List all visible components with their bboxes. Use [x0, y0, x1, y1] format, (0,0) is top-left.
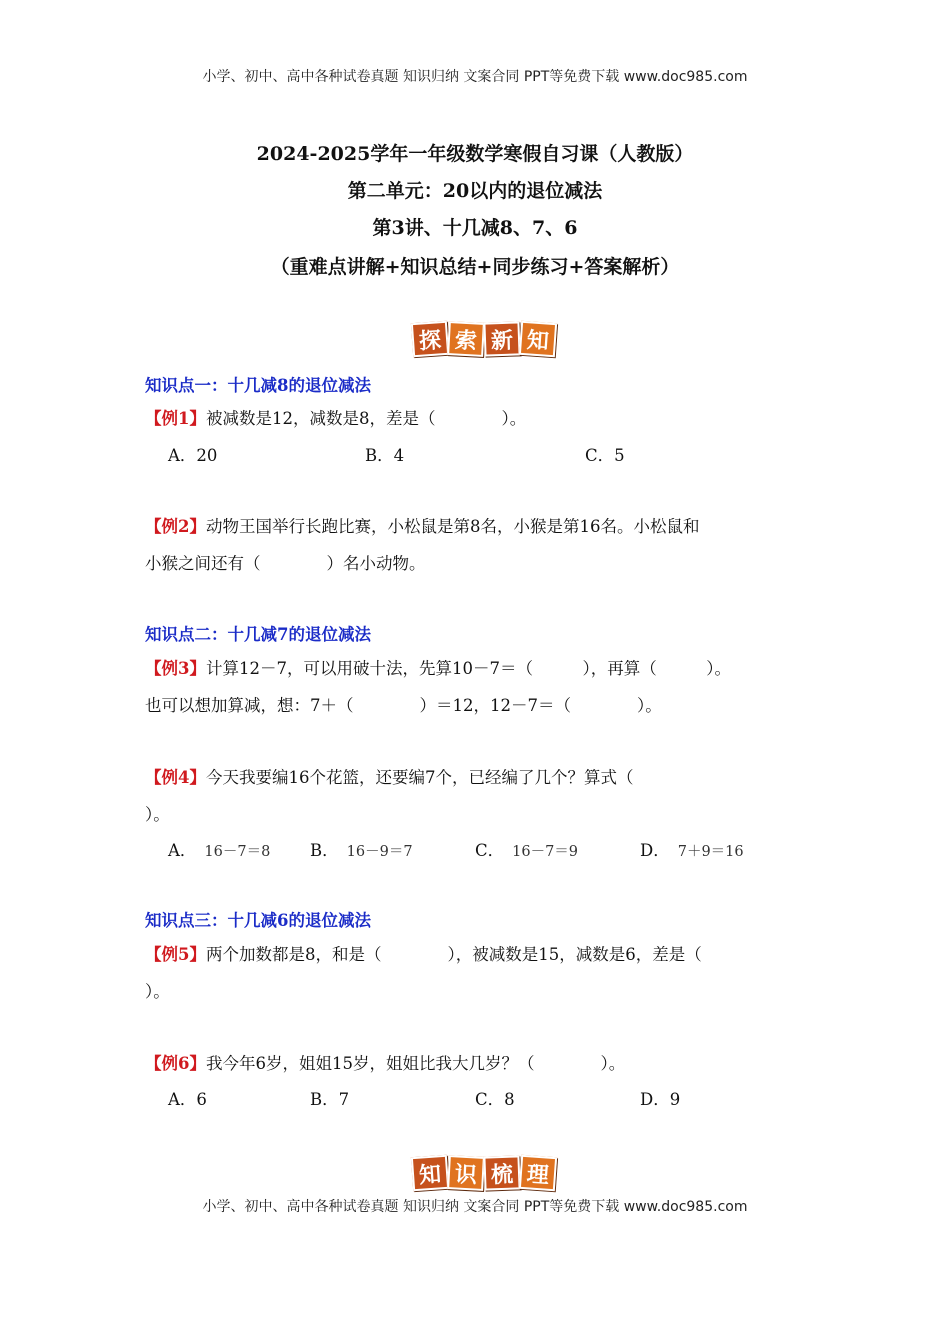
- badge-char: 新: [483, 321, 520, 356]
- knowledge-point-1-title: 知识点一：十几减8的退位减法: [145, 376, 371, 395]
- example-text: 被减数是12，减数是8，差是（ ）。: [205, 409, 527, 428]
- option-d: [640, 837, 744, 861]
- example-6: [145, 1050, 625, 1074]
- option-expression: 7＋9＝16: [677, 844, 744, 860]
- example-tag: 【例3】: [145, 659, 206, 678]
- badge-char: 理: [519, 1155, 557, 1191]
- example-4-line-2: ）。: [145, 805, 170, 824]
- page-footer: 小学、初中、高中各种试卷真题 知识归纳 文案合同 PPT等免费下载 www.doc985.com: [202, 1199, 748, 1215]
- title-line-1: 2024-2025学年一年级数学寒假自习课（人教版）: [256, 143, 694, 165]
- option-label: C．: [475, 841, 505, 860]
- title-line-3: 第3讲、十几减8、7、6: [372, 217, 578, 239]
- example-tag: 【例1】: [145, 409, 206, 428]
- example-2-line-2: 小猴之间还有（ ）名小动物。: [145, 554, 426, 573]
- knowledge-summary-badge: [412, 1156, 556, 1190]
- option-c: [475, 837, 578, 861]
- option-b: B．4: [365, 446, 405, 465]
- option-a: A．20: [168, 446, 218, 465]
- knowledge-point-3-title: 知识点三：十几减6的退位减法: [145, 911, 371, 930]
- option-b: [310, 837, 413, 861]
- example-tag: 【例5】: [145, 945, 206, 964]
- example-5-line-2: ）。: [145, 982, 170, 1001]
- page-header: 小学、初中、高中各种试卷真题 知识归纳 文案合同 PPT等免费下载 www.doc985.com: [202, 69, 748, 85]
- title-line-2: 第二单元：20以内的退位减法: [347, 180, 603, 202]
- example-5-line-1: [145, 941, 702, 965]
- example-1: [145, 405, 526, 429]
- badge-char: 探: [411, 321, 449, 357]
- option-expression: 16－9＝7: [346, 844, 413, 860]
- example-text: 计算12－7，可以用破十法，先算10－7＝（ ），再算（ ）。: [205, 659, 731, 678]
- knowledge-point-2-title: 知识点二：十几减7的退位减法: [145, 625, 371, 644]
- example-tag: 【例6】: [145, 1054, 206, 1073]
- example-3-line-1: [145, 655, 731, 679]
- example-tag: 【例4】: [145, 768, 206, 787]
- example-2-line-1: [145, 513, 699, 537]
- option-c: C．8: [475, 1090, 515, 1109]
- option-c: C．5: [585, 446, 625, 465]
- option-expression: 16－7＝9: [512, 844, 579, 860]
- option-label: B．: [310, 841, 339, 860]
- option-a: A．6: [168, 1090, 207, 1109]
- explore-new-knowledge-badge: [412, 322, 556, 356]
- option-b: B．7: [310, 1090, 350, 1109]
- example-text: 我今年6岁，姐姐15岁，姐姐比我大几岁？（ ）。: [205, 1054, 626, 1073]
- option-label: D．: [640, 841, 670, 860]
- badge-char: 索: [447, 321, 485, 357]
- option-a: [168, 837, 270, 861]
- example-3-line-2: 也可以想加算减，想：7＋（ ）＝12，12－7＝（ ）。: [145, 696, 662, 715]
- option-d: D．9: [640, 1090, 681, 1109]
- example-text: 今天我要编16个花篮，还要编7个，已经编了几个？算式（: [205, 768, 634, 787]
- example-text: 动物王国举行长跑比赛，小松鼠是第8名，小猴是第16名。小松鼠和: [205, 517, 700, 536]
- badge-char: 识: [447, 1155, 485, 1191]
- option-label: A．: [168, 841, 197, 860]
- example-tag: 【例2】: [145, 517, 206, 536]
- option-expression: 16－7＝8: [204, 844, 271, 860]
- example-text: 两个加数都是8，和是（ ），被减数是15，减数是6，差是（: [205, 945, 702, 964]
- badge-char: 知: [411, 1155, 449, 1191]
- example-4-line-1: [145, 764, 633, 788]
- badge-char: 知: [519, 321, 557, 357]
- title-line-4: （重难点讲解+知识总结+同步练习+答案解析）: [270, 256, 680, 278]
- badge-char: 梳: [483, 1155, 520, 1190]
